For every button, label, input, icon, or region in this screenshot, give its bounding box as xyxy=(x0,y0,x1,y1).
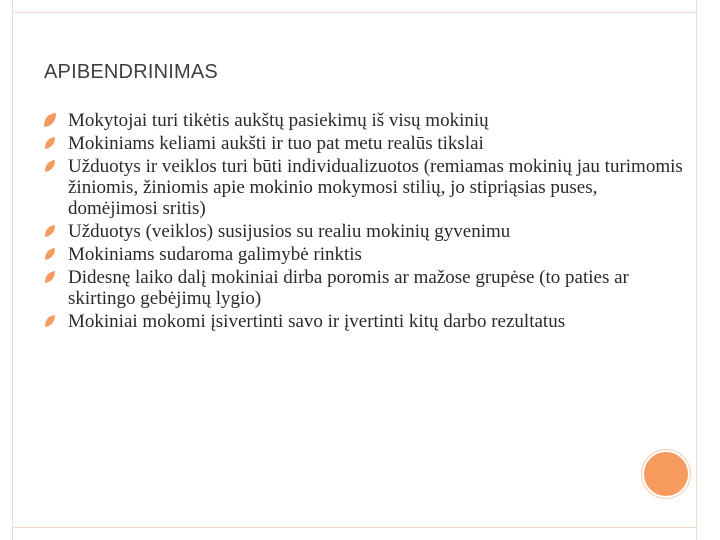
bullet-list xyxy=(44,110,684,334)
frame-border-right xyxy=(696,0,697,540)
bullet-item xyxy=(44,156,684,219)
bullet-text: Mokiniai mokomi įsivertinti savo ir įvertinti kitų darbo rezultatus xyxy=(68,311,566,332)
frame-border-bottom xyxy=(12,527,696,528)
bullet-item xyxy=(44,311,684,332)
bullet-text: Mokiniams keliami aukšti ir tuo pat metu realūs tikslai xyxy=(68,133,484,154)
bullet-text: Mokytojai turi tikėtis aukštų pasiekimų iš visų mokinių xyxy=(68,110,489,131)
leaf-icon xyxy=(44,314,56,328)
frame-border-left xyxy=(12,0,13,540)
decorative-circle xyxy=(642,450,690,498)
leaf-icon xyxy=(44,136,56,150)
bullet-text: Mokiniams sudaroma galimybė rinktis xyxy=(68,244,362,265)
bullet-item xyxy=(44,244,684,265)
leaf-icon xyxy=(44,159,56,173)
bullet-text: Užduotys ir veiklos turi būti individualizuotos (remiamas mokinių jau turimomis žiniomis, žiniomis apie mokinio mokymosi stilių, jo stipriąsias puses, domėjimosi sritis) xyxy=(68,156,683,219)
bullet-item xyxy=(44,267,684,309)
bullet-text: Didesnę laiko dalį mokiniai dirba poromis ar mažose grupėse (to paties ar skirtingo gebėjimų lygio) xyxy=(68,267,629,309)
leaf-icon xyxy=(44,247,56,261)
bullet-text: Užduotys (veiklos) susijusios su realiu mokinių gyvenimu xyxy=(68,221,511,242)
bullet-item xyxy=(44,110,684,131)
frame-border-top xyxy=(12,12,696,13)
bullet-item xyxy=(44,133,684,154)
bullet-item xyxy=(44,221,684,242)
leaf-icon xyxy=(44,270,56,284)
leaf-icon xyxy=(44,113,56,127)
slide-title: APIBENDRINIMAS xyxy=(44,61,218,83)
leaf-icon xyxy=(44,224,56,238)
